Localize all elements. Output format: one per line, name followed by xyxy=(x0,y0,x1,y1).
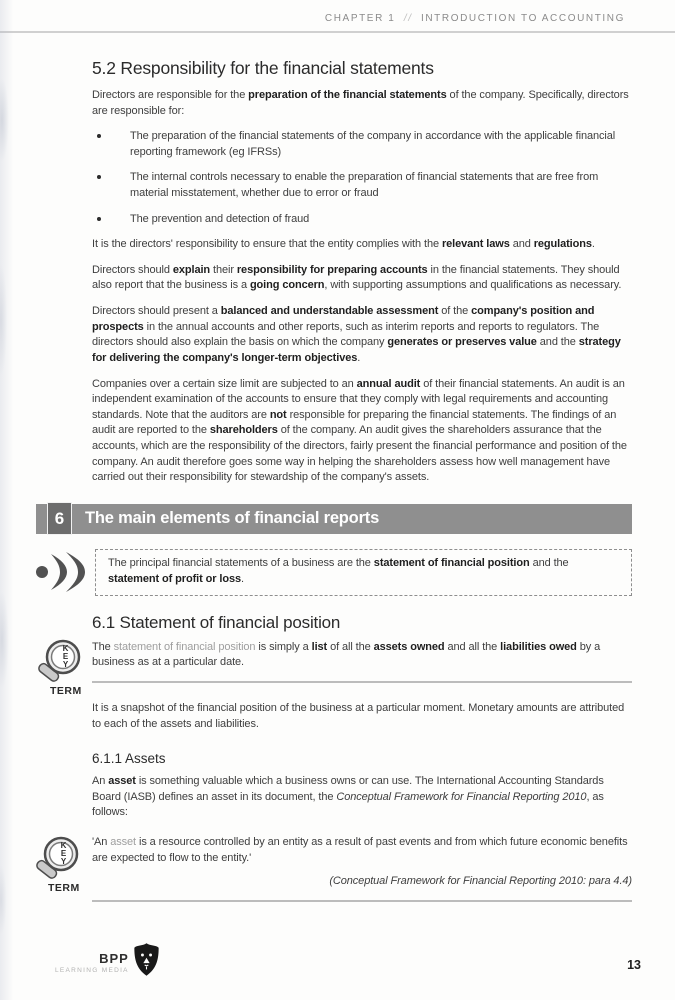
fast-forward-icon xyxy=(35,552,91,597)
section-number-badge: 6 xyxy=(47,502,72,535)
keyterm-block xyxy=(48,835,632,902)
bullet-item: The preparation of the financial statements of the company in accordance with the applicable financial reporting framework (eg IFRSs) xyxy=(92,129,632,160)
header-separator: // xyxy=(403,13,413,24)
keypoint-row xyxy=(95,549,632,596)
key-term-magnifier-icon xyxy=(30,638,96,700)
page-footer xyxy=(0,940,675,986)
keypoint-box: The principal financial statements of a business are the statement of financial position and the statement of profit or loss. xyxy=(95,549,632,596)
bullet-list xyxy=(92,129,632,227)
bullet-item: The prevention and detection of fraud xyxy=(92,212,632,228)
header-chapter: CHAPTER 1 xyxy=(324,13,396,24)
bullet-item: The internal controls necessary to enable the preparation of financial statements that are free from material misstatement, whether due to error or fraud xyxy=(92,170,632,201)
running-header xyxy=(0,0,675,33)
key-label: KEY xyxy=(61,643,70,668)
paragraph: Directors should explain their responsibility for preparing accounts in the financial statements. They should also report that the business is a going concern, with supporting assumptions and qualifications as necessary. xyxy=(92,263,622,292)
keyterm-rule xyxy=(92,681,632,683)
keyterm-block xyxy=(50,640,632,697)
quote-citation: (Conceptual Framework for Financial Reporting 2010: para 4.4) xyxy=(329,875,632,888)
key-term-magnifier-icon xyxy=(28,835,94,897)
lion-shield-icon xyxy=(133,942,160,982)
paragraph: It is the directors' responsibility to ensure that the entity complies with the relevant laws and regulations. xyxy=(92,238,595,251)
paragraph: Companies over a certain size limit are subjected to an annual audit of their financial statements. An audit is an independent examination of the accounts to ensure that they comply with legal requirements and accounting standards. Note that the auditors are not responsible for preparing the financial statements. The findings of an audit are reported to the shareholders of the company. An audit gives the shareholders assurance that the accounts, which are the responsibility of the directors, fairly present the financial performance and position of the company. An audit therefore goes some way in helping the shareholders assess how well management have carried out their responsibility for stewardship of the company's assets. xyxy=(92,377,627,484)
paragraph: An asset is something valuable which a business owns or can use. The International Accounting Standards Board (IASB) defines an asset in its document, the Conceptual Framework for Financial Reporting 2010, as follows: xyxy=(92,775,604,819)
keyterm-definition: The statement of financial position is simply a list of all the assets owned and all the liabilities owed by a business as at a particular date. xyxy=(92,640,601,669)
term-label: TERM xyxy=(50,684,82,697)
section-banner-title: The main elements of financial reports xyxy=(85,509,380,528)
header-title: INTRODUCTION TO ACCOUNTING xyxy=(420,13,625,24)
bpp-brand-subtext: LEARNING MEDIA xyxy=(55,966,129,974)
scan-edge-artifact xyxy=(0,0,18,1000)
bpp-brand-text: BPP xyxy=(99,950,129,966)
keyterm-quote: 'An asset is a resource controlled by an entity as a result of past events and from which future economic benefits are expected to flow to the entity.' xyxy=(92,835,628,864)
section-5-2-heading: 5.2 Responsibility for the financial statements xyxy=(92,58,434,78)
keyterm-rule xyxy=(92,900,632,902)
section-6-1-1-heading: 6.1.1 Assets xyxy=(92,751,166,767)
section-6-banner xyxy=(36,504,632,534)
bpp-logo xyxy=(55,942,160,982)
paragraph: Directors should present a balanced and understandable assessment of the company's position and prospects in the annual accounts and other reports, such as interim reports and reports to regulators. The directors should also explain the basis on which the company generates or preserves value and the strategy for delivering the company's longer-term objectives. xyxy=(92,305,621,364)
key-label: KEY xyxy=(59,840,68,865)
section-6-1-heading: 6.1 Statement of financial position xyxy=(92,612,341,632)
main-column xyxy=(92,58,632,486)
term-label: TERM xyxy=(48,881,80,894)
paragraph: Directors are responsible for the preparation of the financial statements of the company. Specifically, directors are responsible for: xyxy=(92,89,629,117)
paragraph: It is a snapshot of the financial position of the business at a particular moment. Monetary amounts are attributed to each of the assets and liabilities. xyxy=(92,701,625,730)
page-number: 13 xyxy=(627,958,641,972)
